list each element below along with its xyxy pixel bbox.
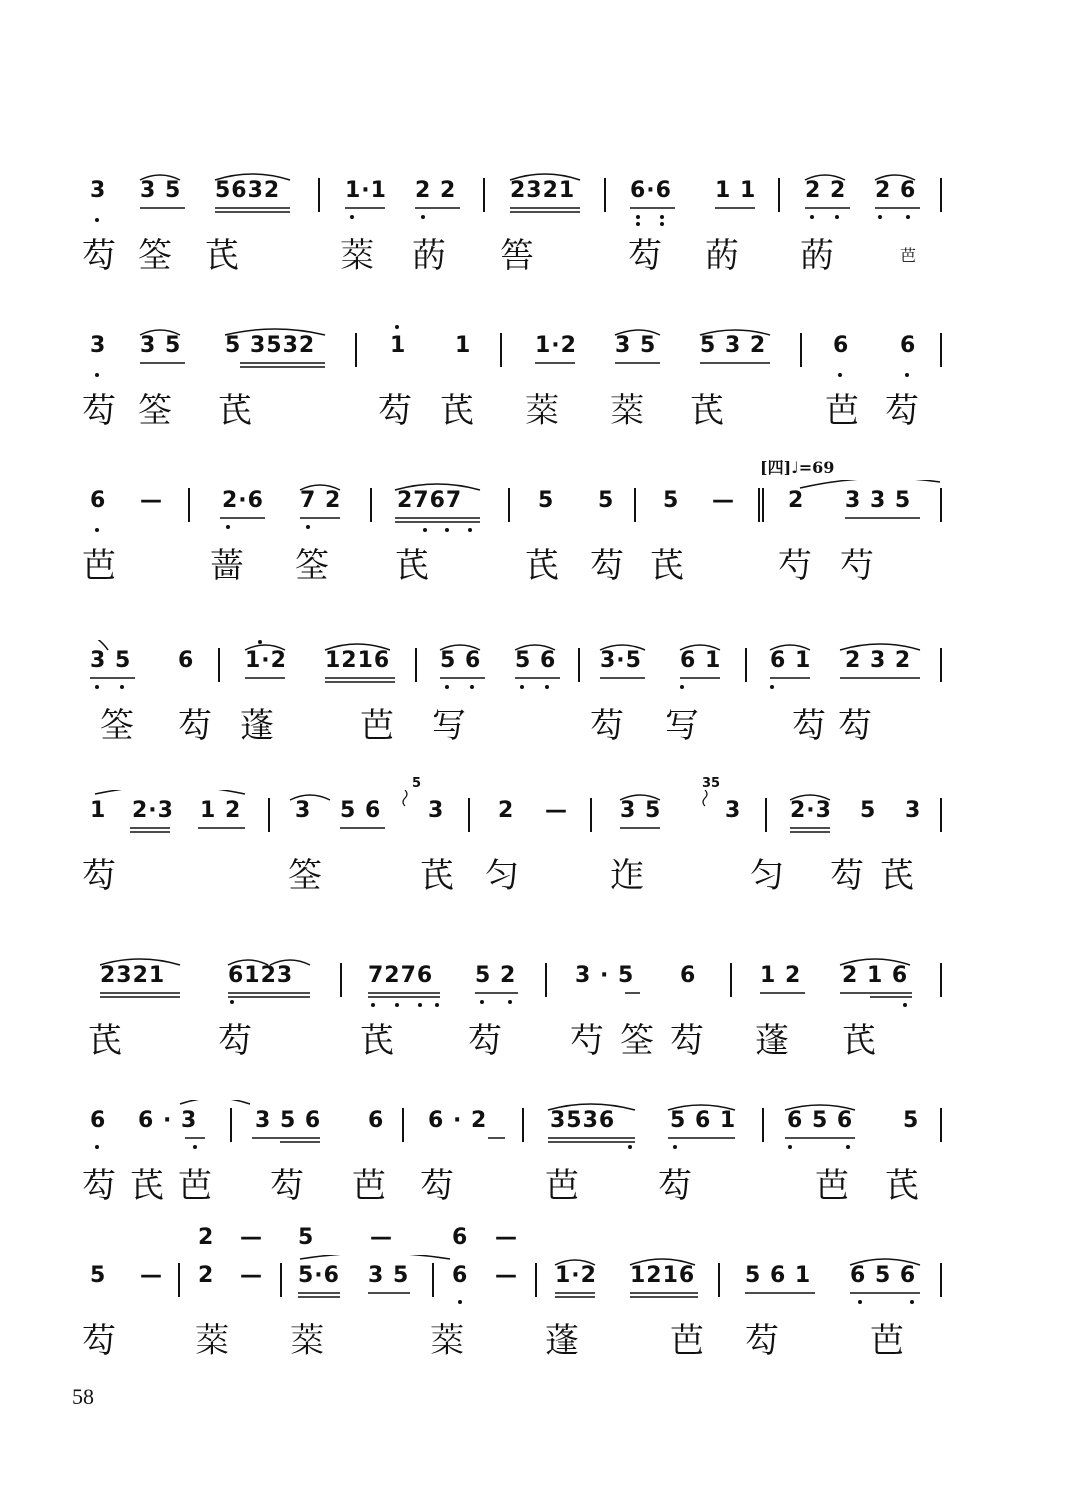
barline <box>762 1108 764 1142</box>
note: 5 6 <box>515 648 557 673</box>
barline <box>745 648 747 682</box>
upper-note: — <box>495 1225 518 1250</box>
note: 3 5 6 <box>255 1108 322 1133</box>
note: 5 6 1 <box>670 1108 737 1133</box>
barline <box>318 178 320 212</box>
barline <box>268 798 270 832</box>
note: 1216 <box>325 648 391 673</box>
tablature-line <box>0 702 1080 762</box>
tab-glyph: 芪 <box>395 546 431 586</box>
notation-line <box>0 170 1080 230</box>
tab-glyph: 芪 <box>88 1021 124 1061</box>
tab-glyph: 芶 <box>82 1321 118 1361</box>
tab-glyph: 芶 <box>420 1166 456 1206</box>
barline <box>280 1263 282 1297</box>
note: 5 <box>598 488 615 513</box>
note: 3 5 <box>620 798 662 823</box>
note: 3 <box>90 333 107 358</box>
tablature-line <box>0 387 1080 447</box>
note: 5 <box>860 798 877 823</box>
tab-glyph: 蓬 <box>545 1321 581 1361</box>
note: 3 5 <box>140 178 182 203</box>
note: 5 <box>538 488 555 513</box>
barline <box>178 1263 180 1297</box>
tab-glyph: 芭 <box>545 1166 581 1206</box>
tab-glyph: 𦷞 <box>195 1321 231 1361</box>
tab-glyph: 芶 <box>82 856 118 896</box>
upper-note: — <box>240 1225 263 1250</box>
barline <box>940 648 942 682</box>
tab-glyph: 芶 <box>82 236 118 276</box>
barline <box>778 178 780 212</box>
tablature-line <box>0 232 1080 292</box>
tab-glyph: 芪 <box>842 1021 878 1061</box>
notation-line <box>0 790 1080 850</box>
note: 2·6 <box>222 488 264 513</box>
barline <box>415 648 417 682</box>
note: 6 <box>90 488 107 513</box>
barline <box>402 1108 404 1142</box>
tab-glyph: 筶 <box>500 236 536 276</box>
note: 6123 <box>228 963 294 988</box>
barline <box>188 488 190 522</box>
barline <box>535 1263 537 1297</box>
note: 3 3 5 <box>845 488 912 513</box>
note: 7 2 <box>300 488 342 513</box>
barline <box>230 1108 232 1142</box>
barline <box>718 1263 720 1297</box>
note: 3 5 <box>90 648 132 673</box>
tempo-mark: [四]♩=69 <box>760 458 835 477</box>
tab-glyph: 芪 <box>885 1166 921 1206</box>
note: 1·1 <box>345 178 387 203</box>
barline <box>545 963 547 997</box>
tab-glyph: 芭 <box>825 391 861 431</box>
tab-glyph: 𦷞 <box>340 236 376 276</box>
tab-glyph: 蔷 <box>210 546 246 586</box>
note: — <box>240 1263 263 1288</box>
tab-glyph: 𦷞 <box>525 391 561 431</box>
tab-glyph: 芪 <box>360 1021 396 1061</box>
note: 2 3 2 <box>845 648 912 673</box>
note: 3 <box>90 178 107 203</box>
tab-glyph: 芭 <box>178 1166 214 1206</box>
note: 6 1 <box>770 648 812 673</box>
tab-glyph: 𦷞 <box>430 1321 466 1361</box>
note: 5 3 2 <box>700 333 767 358</box>
note: — <box>495 1263 518 1288</box>
note: 1 2 <box>760 963 802 988</box>
tab-glyph: 芶 <box>658 1166 694 1206</box>
note: 1 2 <box>200 798 242 823</box>
upper-note: — <box>370 1225 393 1250</box>
tab-glyph: 芪 <box>205 236 241 276</box>
note: 1 <box>455 333 472 358</box>
barline <box>500 333 502 367</box>
tab-glyph: 芭 <box>670 1321 706 1361</box>
notation-line <box>0 955 1080 1015</box>
tab-glyph: 芪 <box>130 1166 166 1206</box>
tab-glyph: 匀 <box>485 856 521 896</box>
note: 6 5 6 <box>850 1263 917 1288</box>
tab-glyph: 芶 <box>82 1166 118 1206</box>
tab-glyph: 芭 <box>870 1321 906 1361</box>
tab-glyph: 芍 <box>840 546 876 586</box>
note: 2·3 <box>132 798 174 823</box>
tab-glyph: 菂 <box>800 236 836 276</box>
note: — <box>712 488 735 513</box>
barline <box>604 178 606 212</box>
tab-glyph: 芪 <box>650 546 686 586</box>
barline <box>800 333 802 367</box>
note: 5 2 <box>475 963 517 988</box>
note: 1·2 <box>555 1263 597 1288</box>
note: 6 <box>833 333 850 358</box>
tablature-line <box>0 852 1080 912</box>
tab-glyph: 芪 <box>690 391 726 431</box>
tab-glyph: 芍 <box>778 546 814 586</box>
tab-glyph: 芭 <box>82 546 118 586</box>
note: 3 <box>725 798 742 823</box>
tab-glyph: 𦷞 <box>610 391 646 431</box>
barline <box>940 1263 942 1297</box>
upper-note: 5 <box>298 1225 315 1250</box>
notation-line <box>0 1100 1080 1160</box>
tab-glyph: 芪 <box>880 856 916 896</box>
note: 3 5 <box>140 333 182 358</box>
tab-glyph: 蓬 <box>755 1021 791 1061</box>
notation-line <box>0 1255 1080 1315</box>
note: 5 6 <box>340 798 382 823</box>
note: 1·2 <box>535 333 577 358</box>
note: 5·6 <box>298 1263 340 1288</box>
barline <box>483 178 485 212</box>
note: 3 5 <box>615 333 657 358</box>
note: 6 <box>178 648 195 673</box>
note: 6 · 3 <box>138 1108 198 1133</box>
tab-glyph: 𦷞 <box>290 1321 326 1361</box>
note: 2321 <box>510 178 576 203</box>
tab-glyph: 芶 <box>178 706 214 746</box>
tab-glyph: 芶 <box>792 706 828 746</box>
tab-glyph: 芪 <box>420 856 456 896</box>
note: 3 · 5 <box>575 963 635 988</box>
note: 2767 <box>397 488 463 513</box>
note: 5 <box>90 1263 107 1288</box>
note: 2 <box>498 798 515 823</box>
note: 3·5 <box>600 648 642 673</box>
barline <box>578 648 580 682</box>
note: 1 1 <box>715 178 757 203</box>
barline <box>940 1108 942 1142</box>
note: 2321 <box>100 963 166 988</box>
barline <box>508 488 510 522</box>
note: 2 2 <box>805 178 847 203</box>
note: 6 1 <box>680 648 722 673</box>
tab-glyph: 芪 <box>218 391 254 431</box>
note: 6 5 6 <box>787 1108 854 1133</box>
note: 3 5 <box>368 1263 410 1288</box>
barline <box>940 333 942 367</box>
upper-note: 6 <box>452 1225 469 1250</box>
double-barline <box>758 488 764 522</box>
tab-glyph: 匀 <box>750 856 786 896</box>
note: 6 · 2 <box>428 1108 488 1133</box>
tablature-line <box>0 1017 1080 1077</box>
note: 2 <box>788 488 805 513</box>
note: 7276 <box>368 963 434 988</box>
note: 5 3532 <box>225 333 316 358</box>
tab-glyph: 菂 <box>412 236 448 276</box>
tab-glyph: 菂 <box>705 236 741 276</box>
grace-note: 35 <box>702 776 721 791</box>
barline <box>340 963 342 997</box>
tab-glyph: 筌 <box>288 856 324 896</box>
note: 1·2 <box>245 648 287 673</box>
tab-glyph: 芶 <box>885 391 921 431</box>
tab-glyph: 芶 <box>82 391 118 431</box>
note: 5 <box>663 488 680 513</box>
note: 2 1 6 <box>842 963 909 988</box>
note: 5 <box>903 1108 920 1133</box>
note: 1 <box>390 333 407 358</box>
tab-glyph: 芶 <box>628 236 664 276</box>
note: 1216 <box>630 1263 696 1288</box>
barline <box>355 333 357 367</box>
note: 2·3 <box>790 798 832 823</box>
tab-glyph: 芶 <box>378 391 414 431</box>
note: 6 <box>680 963 697 988</box>
grace-note: 5 <box>412 776 422 791</box>
tab-glyph: 筌 <box>620 1021 656 1061</box>
note: — <box>545 798 568 823</box>
barline <box>940 798 942 832</box>
note: 3 <box>295 798 312 823</box>
barline <box>940 488 942 522</box>
tablature-line <box>0 542 1080 602</box>
note: 2 <box>198 1263 215 1288</box>
notation-line <box>0 480 1080 540</box>
barline <box>432 1263 434 1297</box>
tab-glyph: 芶 <box>838 706 874 746</box>
tab-glyph: 芍 <box>570 1021 606 1061</box>
tab-glyph: 筌 <box>295 546 331 586</box>
tab-glyph: 芭 <box>352 1166 388 1206</box>
note: 1 <box>90 798 107 823</box>
tab-glyph: 芶 <box>670 1021 706 1061</box>
tab-glyph: 芶 <box>830 856 866 896</box>
tab-glyph: 芶 <box>590 706 626 746</box>
barline <box>634 488 636 522</box>
note: 3 <box>428 798 445 823</box>
barline <box>940 963 942 997</box>
barline <box>590 798 592 832</box>
barline <box>522 1108 524 1142</box>
tab-glyph: 芭 <box>815 1166 851 1206</box>
barline <box>468 798 470 832</box>
barline <box>218 648 220 682</box>
tab-glyph: 蓬 <box>240 706 276 746</box>
tab-glyph: 芭 <box>360 706 396 746</box>
notation-line <box>0 325 1080 385</box>
note: 6·6 <box>630 178 672 203</box>
barline <box>765 798 767 832</box>
note: 5632 <box>215 178 281 203</box>
tab-glyph: 芭 <box>900 246 919 265</box>
page-number: 58 <box>72 1384 94 1409</box>
tab-glyph: 写 <box>432 706 468 746</box>
note: 2 6 <box>875 178 917 203</box>
note: 6 <box>90 1108 107 1133</box>
tab-glyph: 筌 <box>138 236 174 276</box>
tablature-line <box>0 1317 1080 1377</box>
note: 6 <box>900 333 917 358</box>
tab-glyph: 芶 <box>218 1021 254 1061</box>
tab-glyph: 芶 <box>270 1166 306 1206</box>
note: 3536 <box>550 1108 616 1133</box>
note: 6 <box>368 1108 385 1133</box>
upper-note: 2 <box>198 1225 215 1250</box>
notation-line <box>0 640 1080 700</box>
tablature-line <box>0 1162 1080 1222</box>
note: — <box>140 488 163 513</box>
tab-glyph: 芶 <box>590 546 626 586</box>
note: — <box>140 1263 163 1288</box>
barline <box>730 963 732 997</box>
tab-glyph: 写 <box>665 706 701 746</box>
tab-glyph: 筌 <box>138 391 174 431</box>
note: 3 <box>905 798 922 823</box>
note: 5 6 <box>440 648 482 673</box>
note: 6 <box>452 1263 469 1288</box>
note: 2 2 <box>415 178 457 203</box>
tab-glyph: 芶 <box>745 1321 781 1361</box>
note: 5 6 1 <box>745 1263 812 1288</box>
tab-glyph: 芪 <box>440 391 476 431</box>
tab-glyph: 芪 <box>525 546 561 586</box>
barline <box>940 178 942 212</box>
tab-glyph: 筌 <box>100 706 136 746</box>
tab-glyph: 芶 <box>468 1021 504 1061</box>
tab-glyph: 迮 <box>610 856 646 896</box>
barline <box>370 488 372 522</box>
